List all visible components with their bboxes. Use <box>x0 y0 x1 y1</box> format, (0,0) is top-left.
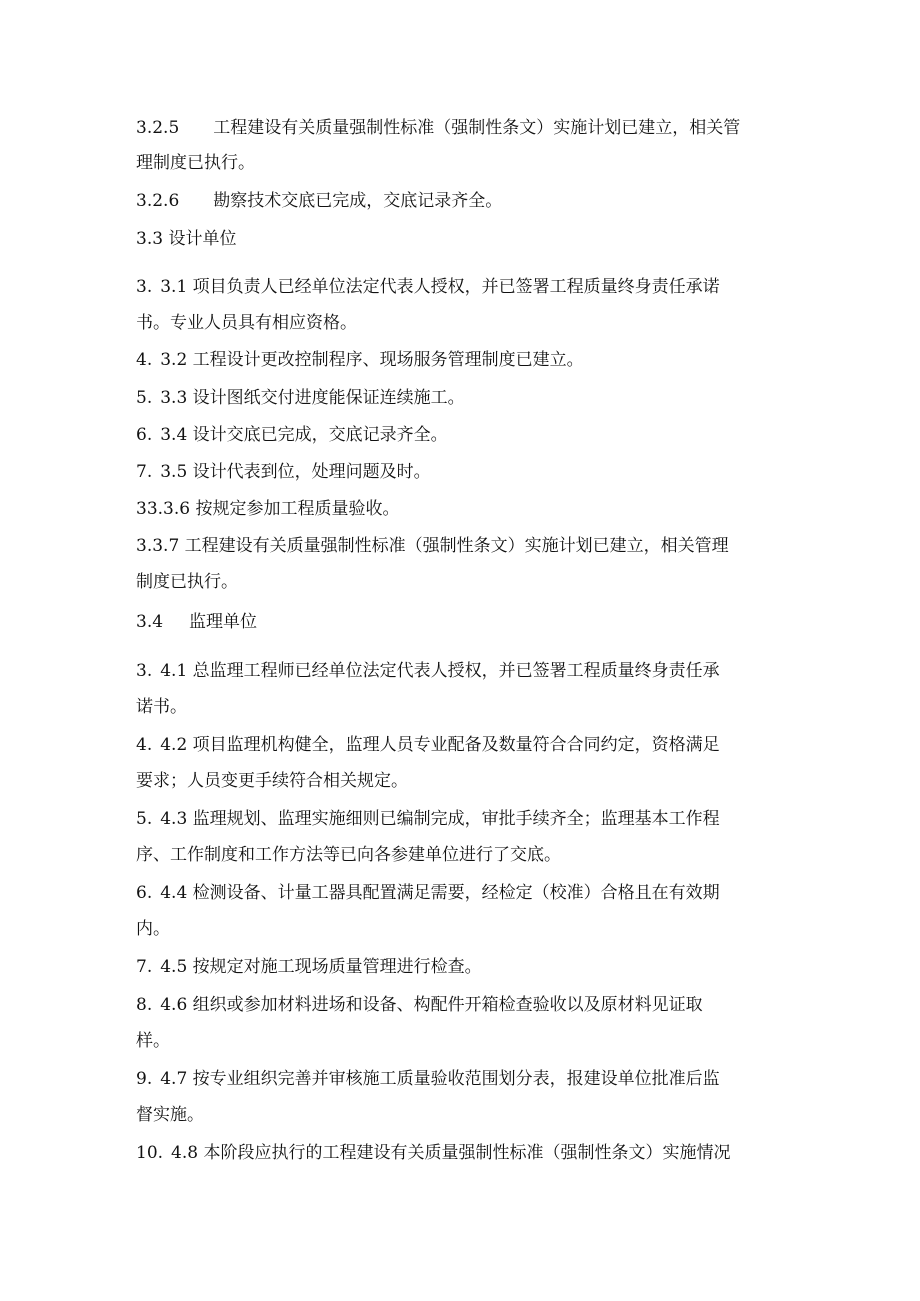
paragraph-3-4-4-line1 <box>136 881 720 905</box>
paragraph-3-4-3-line1 <box>136 807 720 831</box>
section-number: 3.4 <box>136 612 164 632</box>
paragraph-3-4-3-line2: 序、工作制度和工作方法等已向各参建单位进行了交底。 <box>136 845 561 865</box>
paragraph-text: 4.2 项目监理机构健全，监理人员专业配备及数量符合合同约定，资格满足 <box>160 735 720 755</box>
paragraph-text: 4.7 按专业组织完善并审核施工质量验收范围划分表，报建设单位批准后监 <box>160 1069 720 1089</box>
list-prefix: 4. <box>136 735 153 755</box>
paragraph-3-3-3 <box>136 386 465 410</box>
section-title: 监理单位 <box>189 612 258 632</box>
section-heading-3-3: 3.3 设计单位 <box>136 229 237 249</box>
paragraph-3-4-4-line2: 内。 <box>136 919 170 939</box>
paragraph-3-3-4 <box>136 423 448 447</box>
list-prefix: 10. <box>136 1143 164 1163</box>
paragraph-3-3-1-line1 <box>136 275 720 299</box>
paragraph-3-2-5-line2: 理制度已执行。 <box>136 153 255 173</box>
list-prefix: 4. <box>136 350 153 370</box>
list-prefix: 5. <box>136 809 153 829</box>
paragraph-3-4-7-line1 <box>136 1067 720 1091</box>
paragraph-text: 3.3 设计图纸交付进度能保证连续施工。 <box>160 388 465 408</box>
paragraph-text: 4.1 总监理工程师已经单位法定代表人授权，并已签署工程质量终身责任承 <box>160 661 720 681</box>
list-prefix: 3. <box>136 661 153 681</box>
paragraph-3-4-7-line2: 督实施。 <box>136 1105 204 1125</box>
paragraph-3-4-5 <box>136 955 482 979</box>
section-heading-3-4 <box>136 610 257 634</box>
paragraph-3-3-7-line2: 制度已执行。 <box>136 572 238 592</box>
paragraph-3-4-8 <box>136 1141 731 1165</box>
item-number: 3.2.6 <box>136 191 180 211</box>
paragraph-text: 4.3 监理规划、监理实施细则已编制完成，审批手续齐全；监理基本工作程 <box>160 809 720 829</box>
paragraph-3-4-6-line2: 样。 <box>136 1031 170 1051</box>
list-prefix: 7. <box>136 957 153 977</box>
list-prefix: 9. <box>136 1069 153 1089</box>
paragraph-3-2-5-line1 <box>136 116 740 140</box>
paragraph-text: 4.5 按规定对施工现场质量管理进行检查。 <box>160 957 482 977</box>
paragraph-3-4-6-line1 <box>136 993 703 1017</box>
paragraph-3-3-6: 33.3.6 按规定参加工程质量验收。 <box>136 499 400 519</box>
paragraph-3-3-5 <box>136 460 431 484</box>
paragraph-text: 3.4 设计交底已完成，交底记录齐全。 <box>160 425 448 445</box>
paragraph-3-3-7-line1: 3.3.7 工程建设有关质量强制性标准（强制性条文）实施计划已建立，相关管理 <box>136 536 729 556</box>
list-prefix: 3. <box>136 277 153 297</box>
paragraph-3-3-2 <box>136 348 584 372</box>
paragraph-text: 4.4 检测设备、计量工器具配置满足需要，经检定（校准）合格且在有效期 <box>160 883 720 903</box>
paragraph-3-4-2-line2: 要求；人员变更手续符合相关规定。 <box>136 771 408 791</box>
paragraph-text: 4.8 本阶段应执行的工程建设有关质量强制性标准（强制性条文）实施情况 <box>171 1143 731 1163</box>
paragraph-text: 3.1 项目负责人已经单位法定代表人授权，并已签署工程质量终身责任承诺 <box>160 277 720 297</box>
list-prefix: 5. <box>136 388 153 408</box>
paragraph-3-4-1-line1 <box>136 659 720 683</box>
paragraph-3-4-2-line1 <box>136 733 720 757</box>
paragraph-text: 勘察技术交底已完成，交底记录齐全。 <box>213 191 503 211</box>
paragraph-3-2-6 <box>136 189 502 213</box>
list-prefix: 8. <box>136 995 153 1015</box>
list-prefix: 6. <box>136 883 153 903</box>
paragraph-text: 工程建设有关质量强制性标准（强制性条文）实施计划已建立，相关管 <box>213 118 741 138</box>
paragraph-3-4-1-line2: 诺书。 <box>136 697 187 717</box>
item-number: 3.2.5 <box>136 118 180 138</box>
list-prefix: 7. <box>136 462 153 482</box>
paragraph-text: 3.2 工程设计更改控制程序、现场服务管理制度已建立。 <box>160 350 584 370</box>
paragraph-text: 3.5 设计代表到位，处理问题及时。 <box>160 462 431 482</box>
paragraph-text: 4.6 组织或参加材料进场和设备、构配件开箱检查验收以及原材料见证取 <box>160 995 703 1015</box>
list-prefix: 6. <box>136 425 153 445</box>
paragraph-3-3-1-line2: 书。专业人员具有相应资格。 <box>136 313 357 333</box>
